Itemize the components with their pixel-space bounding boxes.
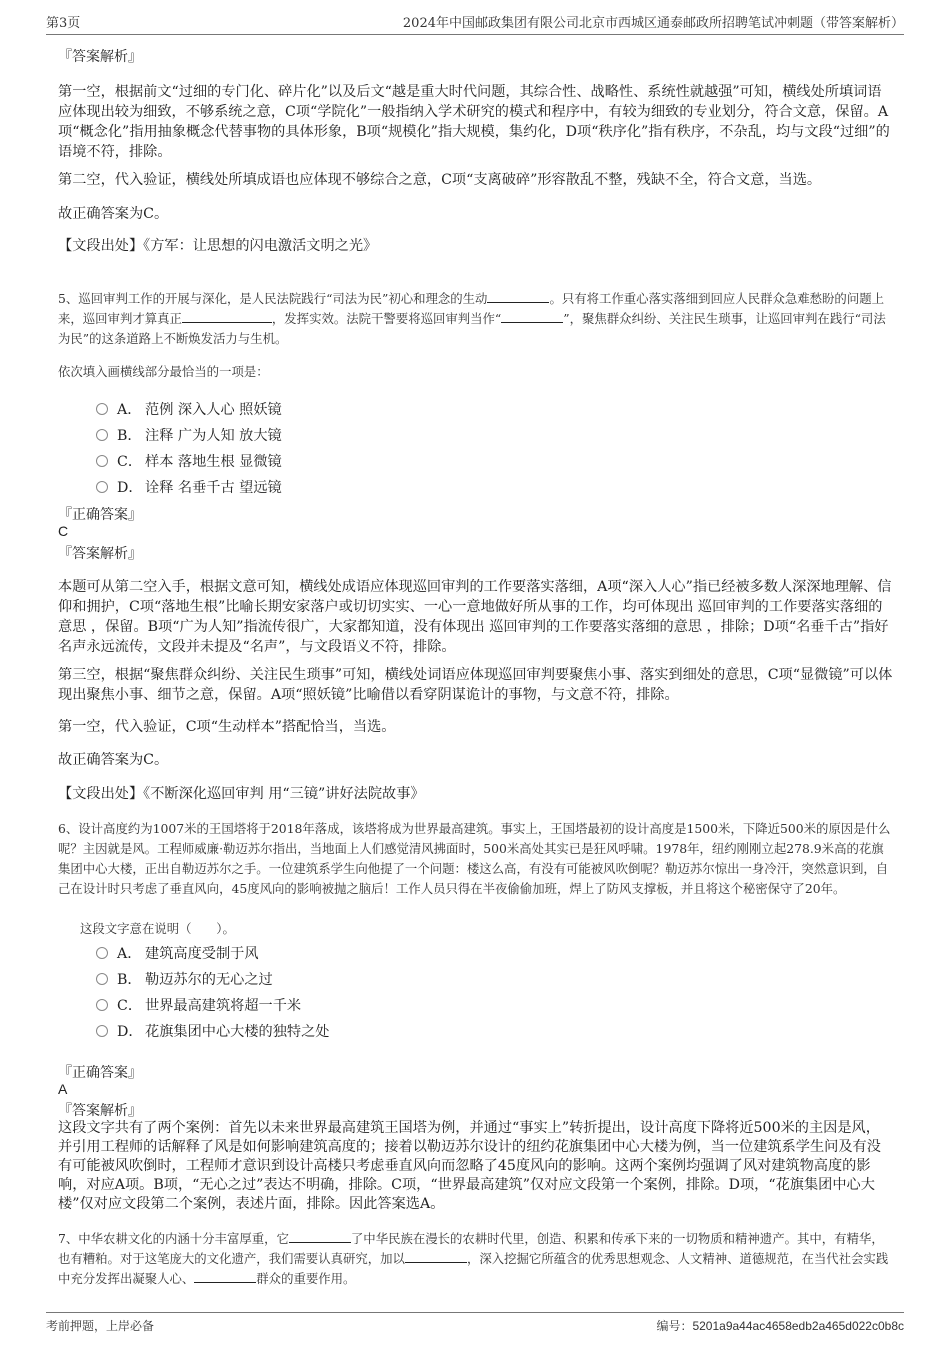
serial-label: 编号：: [656, 1319, 693, 1333]
radio-button[interactable]: [96, 455, 108, 467]
q7-stem-part-2: 了中华民族在漫长的农耕时代里，创造、积累和传承下来的一切物质和精神遗产。其中，有精华，也有糟粕。对于这笔庞大的文化遗产，我们需要认真研究，加以: [58, 1231, 884, 1266]
q6-answer: A: [58, 1081, 68, 1097]
option-text: 花旗集团中心大楼的独特之处: [145, 1024, 330, 1040]
q6-option-c[interactable]: [96, 995, 301, 1015]
q6-option-a[interactable]: [96, 943, 259, 963]
q4-analysis-p3: 故正确答案为C。: [58, 206, 169, 222]
option-letter: C．: [117, 454, 143, 470]
q4-analysis-p1: 第一空，根据前文“过细的专门化、碎片化”以及后文“越是重大时代问题，其综合性、战略性、系统性就越强”可知，横线处所填词语应体现出较为细致，不够系统之意，C项“学院化”一般指纳入学术研究的模式和程序中，有较为细致的专业划分，符合文意，保留。A项“概念化”指用抽象概念代替事物的具体形象，B项“规模化”指大规模，集约化，D项“秩序化”指有秩序，不杂乱，均与文段“过细”的语境不符，排除。: [58, 84, 890, 160]
q6-analysis-p1: 这段文字共有了两个案例：首先以未来世界最高建筑王国塔为例，并通过“事实上”转折提出，设计高度下降将近500米的主因是风，并引用工程师的话解释了风是如何影响建筑高度的；接着以勒迈苏尔设计的纽约花旗集团中心大楼为例，当一位建筑系学生问及有没有可能被风吹倒时，工程师才意识到设计高楼只考虑垂直风向而忽略了45度风向的影响。这两个案例均强调了风对建筑物高度的影响，对应A项。B项，“无心之过”表达不明确，排除。C项，“世界最高建筑”仅对应文段第一个案例，排除。D项，“花旗集团中心大楼”仅对应文段第二个案例，表述片面，排除。因此答案选A。: [58, 1120, 881, 1212]
blank-line: [182, 309, 272, 323]
option-letter: B．: [117, 428, 142, 444]
q6-option-b[interactable]: [96, 969, 273, 989]
q4-analysis-p2: 第二空，代入验证，横线处所填成语也应体现不够综合之意，C项“支离破碎”形容散乱不整，残缺不全，符合文意，当选。: [58, 172, 822, 188]
radio-button[interactable]: [96, 999, 108, 1011]
q5-source: 【文段出处】《不断深化巡回审判 用“三镜”讲好法院故事》: [58, 786, 425, 802]
q6-answer-label: 『正确答案』: [58, 1065, 142, 1081]
option-text: 注释 广为人知 放大镜: [145, 428, 282, 444]
blank-line: [194, 1269, 256, 1283]
blank-line: [501, 309, 563, 323]
q7-stem-part-4: 群众的重要作用。: [256, 1271, 356, 1286]
q7-stem-part-3: ，深入挖掘它所蕴含的优秀思想观念、人文精神、道德规范，在当代社会实践中充分发挥出凝聚人心、: [58, 1251, 889, 1286]
q5-answer: C: [58, 523, 69, 539]
footer-slogan: 考前押题，上岸必备: [46, 1319, 155, 1333]
radio-button[interactable]: [96, 481, 108, 493]
radio-button[interactable]: [96, 1025, 108, 1037]
q7-stem: [58, 1229, 894, 1289]
q6-prompt: 这段文字意在说明（ ）。: [80, 921, 235, 936]
option-text: 范例 深入人心 照妖镜: [145, 402, 282, 418]
blank-line: [289, 1229, 351, 1243]
q5-analysis-p1: 本题可从第二空入手，根据文意可知，横线处成语应体现巡回审判的工作要落实落细，A项“深入人心”指已经被多数人深深地理解、信仰和拥护，C项“落地生根”比喻长期安家落户或切切实实、一心一意地做好所从事的工作，均可体现出 巡回审判的工作要落实落细的意思 ，保留。B项“广为人知”指流传很广，大家都知道，没有体现出 巡回审判的工作要落实落细的意思 ，排除；D项“名垂千古”指好名声永远流传，文段并未提及“名声”，与文段语义不符，排除。: [58, 579, 892, 655]
q5-stem-part-1: 5、巡回审判工作的开展与深化，是人民法院践行“司法为民”初心和理念的生动: [58, 291, 488, 306]
option-text: 建筑高度受制于风: [145, 946, 259, 962]
q4-analysis-label: 『答案解析』: [58, 49, 142, 65]
q7-stem-part-1: 7、中华农耕文化的内涵十分丰富厚重，它: [58, 1231, 289, 1246]
page-number: 第3页: [46, 16, 81, 31]
option-letter: D．: [117, 1024, 143, 1040]
option-letter: A．: [117, 946, 142, 962]
serial-code: 5201a9a44ac4658edb2a465d022c0b8c: [692, 1319, 904, 1333]
q6-analysis-label: 『答案解析』: [58, 1103, 142, 1119]
q5-stem-part-4: ”，聚焦群众纠纷、关注民生琐事，让巡回审判在践行“司法为民”的这条道路上不断焕发活力与生机。: [58, 311, 886, 346]
q5-analysis-p2: 第三空，根据“聚焦群众纠纷、关注民生琐事”可知，横线处词语应体现巡回审判要聚焦小事、落实到细处的意思，C项“显微镜”可以体现出聚焦小事、细节之意，保留。A项“照妖镜”比喻借以看穿阴谋诡计的事物，与文意不符，排除。: [58, 667, 893, 703]
blank-line: [487, 289, 549, 303]
option-text: 勒迈苏尔的无心之过: [145, 972, 273, 988]
q5-option-a[interactable]: [96, 399, 282, 419]
q5-stem-part-2: 。只有将工作重心落实落细到回应人民群众急难愁盼的问题上来，巡回审判才算真正: [58, 291, 884, 326]
q5-option-b[interactable]: [96, 425, 282, 445]
q5-analysis-p3: 第一空，代入验证，C项“生动样本”搭配恰当，当选。: [58, 719, 396, 735]
q5-answer-label: 『正确答案』: [58, 507, 142, 523]
radio-button[interactable]: [96, 973, 108, 985]
footer-serial: [656, 1317, 904, 1334]
q5-stem: [58, 289, 894, 349]
radio-button[interactable]: [96, 403, 108, 415]
q5-option-c[interactable]: [96, 451, 282, 471]
radio-button[interactable]: [96, 429, 108, 441]
page-header: [46, 10, 904, 35]
q5-option-d[interactable]: [96, 477, 282, 497]
radio-button[interactable]: [96, 947, 108, 959]
option-text: 诠释 名垂千古 望远镜: [145, 480, 282, 496]
blank-line: [405, 1249, 467, 1263]
q5-analysis-p4: 故正确答案为C。: [58, 752, 169, 768]
q5-stem-part-3: ，发挥实效。法院干警要将巡回审判当作“: [271, 311, 502, 326]
option-text: 样本 落地生根 显微镜: [145, 454, 282, 470]
option-text: 世界最高建筑将超一千米: [145, 998, 302, 1014]
q6-stem: 6、设计高度约为1007米的王国塔将于2018年落成，该塔将成为世界最高建筑。事实上，王国塔最初的设计高度是1500米，下降近500米的原因是什么呢？主因就是风。工程师威廉·勒迈苏尔指出，当地面上人们感觉清风拂面时，500米高处其实已是狂风呼啸。1978年，纽约刚刚立起278.9米高的花旗集团中心大楼，正出自勒迈苏尔之手。一位建筑系学生向他提了一个问题：楼这么高，有没有可能被风吹倒呢？勒迈苏尔惊出一身冷汗，突然意识到，自己在设计时只考虑了垂直风向，45度风向的影响被抛之脑后！工作人员只得在半夜偷偷加班，焊上了防风支撑板，并且将这个秘密保守了20年。: [58, 821, 891, 896]
document-title: 2024年中国邮政集团有限公司北京市西城区通泰邮政所招聘笔试冲刺题（带答案解析）: [402, 16, 904, 31]
page-footer: [46, 1312, 904, 1337]
q6-option-d[interactable]: [96, 1021, 329, 1041]
q5-prompt: 依次填入画横线部分最恰当的一项是：: [58, 364, 269, 379]
option-letter: D．: [117, 480, 143, 496]
option-letter: B．: [117, 972, 142, 988]
option-letter: A．: [117, 402, 142, 418]
q5-analysis-label: 『答案解析』: [58, 546, 142, 562]
option-letter: C．: [117, 998, 143, 1014]
q4-source: 【文段出处】《方军：让思想的闪电激活文明之光》: [58, 238, 378, 254]
